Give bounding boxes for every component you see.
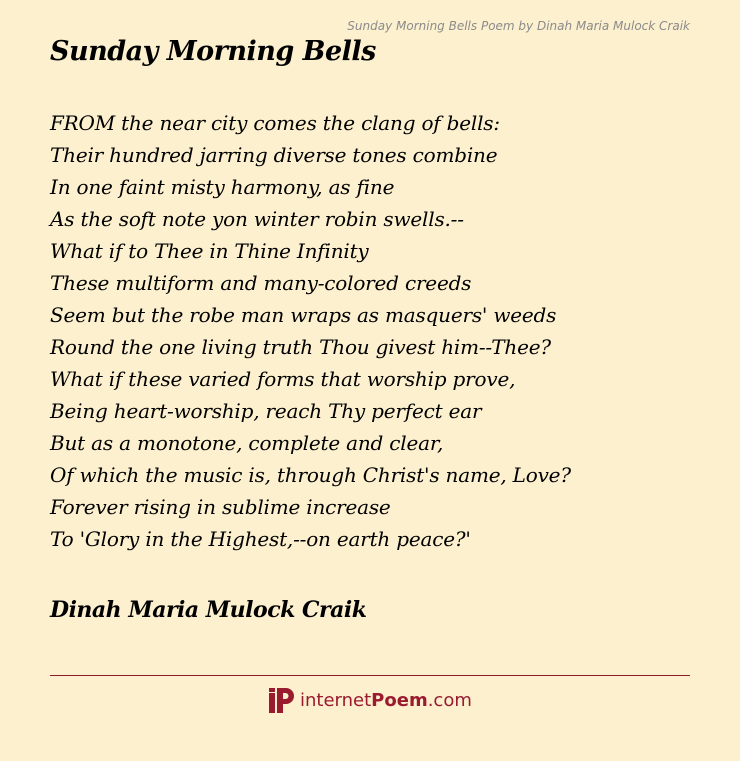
poem-line: But as a monotone, complete and clear,	[50, 431, 444, 455]
poem-line: In one faint misty harmony, as fine	[50, 175, 395, 199]
brand-strong: Poem	[371, 689, 428, 711]
brand-suffix: .com	[427, 689, 472, 711]
poem-line: Seem but the robe man wraps as masquers' weeds	[50, 303, 557, 327]
poem-line: These multiform and many-colored creeds	[50, 271, 472, 295]
poem-line: Being heart-worship, reach Thy perfect ear	[50, 399, 482, 423]
poem-body	[50, 107, 571, 555]
poem-line: To 'Glory in the Highest,--on earth peace?'	[50, 527, 471, 551]
header-caption: Sunday Morning Bells Poem by Dinah Maria Mulock Craik	[347, 19, 690, 33]
poem-line: Of which the music is, through Christ's name, Love?	[50, 463, 571, 487]
site-footer[interactable]	[269, 686, 472, 714]
poem-line: Their hundred jarring diverse tones combine	[50, 143, 498, 167]
poem-line: What if these varied forms that worship prove,	[50, 367, 516, 391]
poem-line: Round the one living truth Thou givest him--Thee?	[50, 335, 551, 359]
brand-prefix: internet	[300, 689, 372, 711]
poem-title: Sunday Morning Bells	[50, 36, 376, 67]
footer-divider	[50, 675, 690, 676]
ip-logo-icon	[269, 688, 294, 713]
poem-author: Dinah Maria Mulock Craik	[50, 597, 367, 623]
poem-line: As the soft note yon winter robin swells.--	[50, 207, 464, 231]
site-brand[interactable]	[300, 690, 472, 711]
poem-line: Forever rising in sublime increase	[50, 495, 391, 519]
poem-line: FROM the near city comes the clang of bells:	[50, 111, 500, 135]
poem-line: What if to Thee in Thine Infinity	[50, 239, 369, 263]
